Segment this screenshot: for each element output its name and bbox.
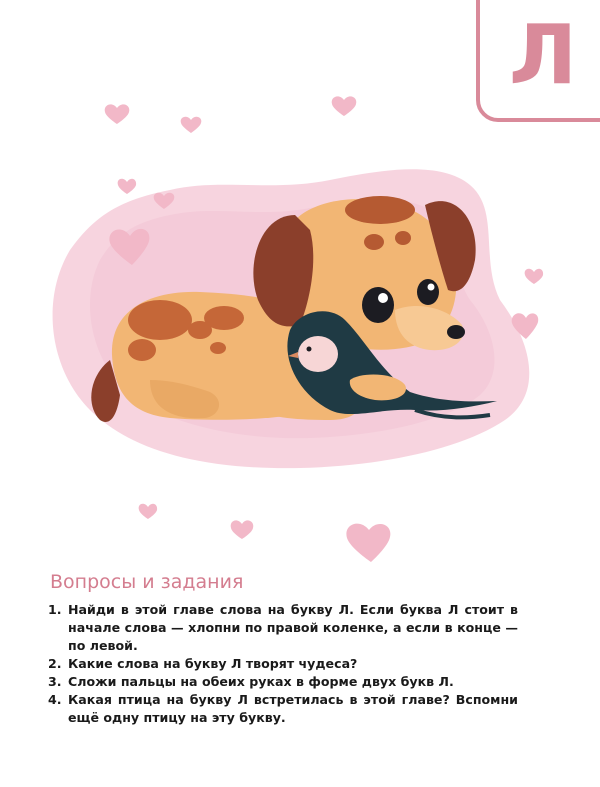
question-number: 3. (48, 674, 62, 689)
heart-icon (139, 504, 157, 519)
heart-icon (525, 269, 543, 284)
heart-icon (105, 104, 130, 124)
heart-icon (118, 179, 136, 194)
question-item (48, 655, 518, 673)
question-item (48, 691, 518, 727)
question-text: Какие слова на букву Л творят чудеса? (68, 656, 358, 671)
question-item (48, 673, 518, 691)
question-number: 2. (48, 656, 62, 671)
heart-icon (231, 520, 254, 539)
chapter-letter: Л (508, 8, 578, 103)
question-text: Сложи пальцы на обеих руках в форме двух букв Л. (68, 674, 454, 689)
question-text: Найди в этой главе слова на букву Л. Если буква Л стоит в начале слова — хлопни по правой коленке, а если в конце — по левой. (68, 602, 518, 653)
question-number: 4. (48, 692, 62, 707)
heart-icon (346, 524, 390, 562)
question-item (48, 601, 518, 655)
questions-list (48, 601, 518, 727)
question-number: 1. (48, 602, 62, 617)
question-text: Какая птица на букву Л встретилась в этой главе? Вспомни ещё одну птицу на эту букву. (68, 692, 518, 725)
puppy-swallow-illustration (0, 70, 600, 580)
questions-title: Вопросы и задания (50, 571, 244, 593)
heart-icon (332, 96, 357, 116)
heart-icon (181, 117, 202, 133)
